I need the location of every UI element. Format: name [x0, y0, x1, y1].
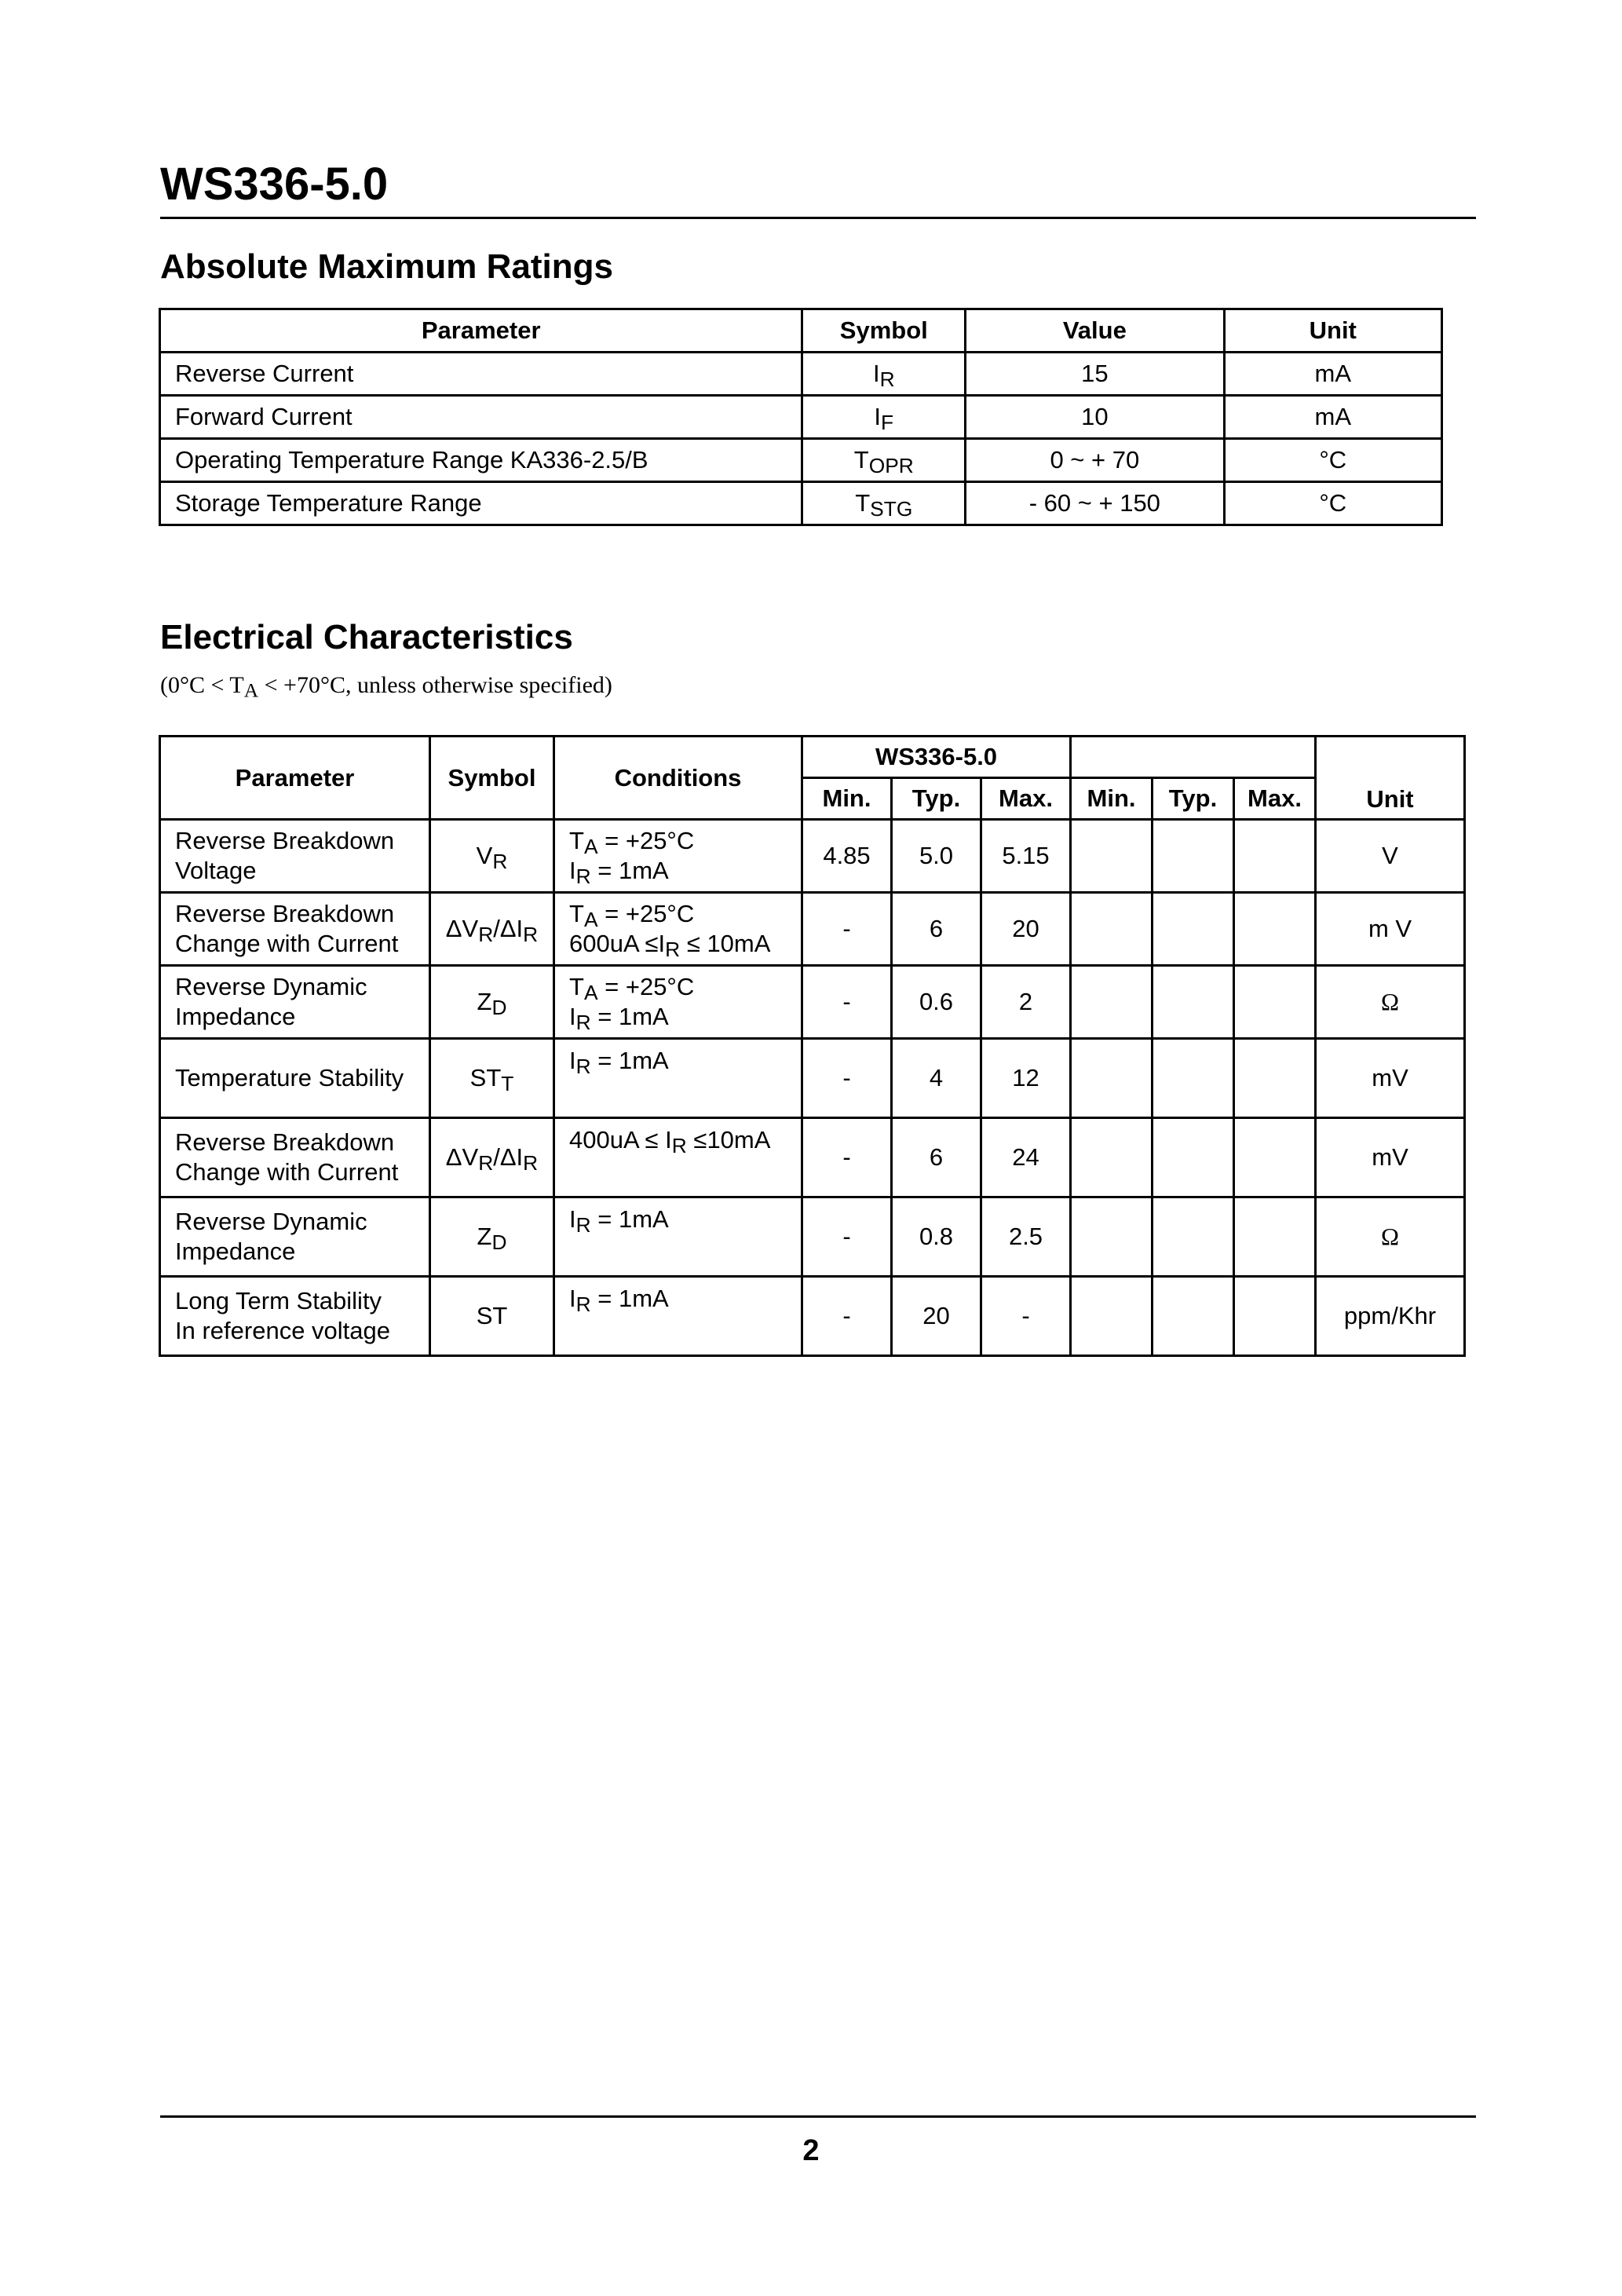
col-header-symbol: Symbol [802, 309, 966, 353]
condition-line-1 [569, 899, 801, 929]
cell-max: 2.5 [981, 1197, 1071, 1277]
cell-symbol [430, 1197, 554, 1277]
symbol-subscript-2: R [523, 922, 539, 946]
cell-max: 2 [981, 966, 1071, 1039]
cell-parameter [160, 1039, 430, 1118]
conditions-note [160, 672, 612, 702]
condition-text: 400uA ≤ I [569, 1126, 672, 1153]
condition-subscript: R [671, 1133, 687, 1157]
parameter-line-1: Reverse Breakdown [175, 1128, 395, 1156]
condition-text: T [569, 973, 584, 1000]
cell-symbol [430, 966, 554, 1039]
cell-value: 10 [966, 396, 1224, 439]
parameter-line-2: Change with Current [175, 1158, 399, 1186]
table-row [160, 893, 1465, 966]
symbol-text: ΔV [445, 915, 479, 942]
cell-typ: 4 [892, 1039, 981, 1118]
parameter-line-1: Reverse Dynamic [175, 1208, 367, 1235]
table-row [160, 1039, 1465, 1118]
cell-conditions [554, 893, 802, 966]
table-row [160, 439, 1442, 482]
footer-divider [160, 2115, 1476, 2118]
cell-max-2 [1234, 1197, 1316, 1277]
cell-min: 4.85 [802, 820, 892, 893]
cell-symbol [802, 482, 966, 525]
condition-text: I [569, 1205, 576, 1233]
cell-typ-2 [1153, 966, 1234, 1039]
parameter-line-2: Change with Current [175, 930, 399, 957]
condition-line-1 [569, 972, 801, 1002]
cell-min: - [802, 893, 892, 966]
parameter-line-2: Impedance [175, 1238, 296, 1265]
cell-max: 24 [981, 1118, 1071, 1197]
condition-line-1 [569, 1284, 801, 1314]
cell-typ: 6 [892, 893, 981, 966]
cell-min-2 [1071, 820, 1153, 893]
symbol-text: ST [469, 1064, 502, 1091]
symbol-subscript: R [879, 367, 895, 391]
cell-conditions [554, 1039, 802, 1118]
parameter-line-1: Reverse Dynamic [175, 973, 367, 1000]
cell-symbol [430, 1277, 554, 1356]
condition-text: I [569, 1285, 576, 1312]
electrical-characteristics-heading: Electrical Characteristics [160, 618, 573, 656]
cell-min: - [802, 1039, 892, 1118]
symbol-text-2: /ΔI [493, 1143, 524, 1171]
condition-text: I [569, 1047, 576, 1074]
table-row [160, 820, 1465, 893]
condition-text-b: = +25°C [597, 973, 695, 1000]
cell-max: - [981, 1277, 1071, 1356]
cell-unit: mA [1224, 353, 1441, 396]
condition-text-b: = 1mA [590, 1285, 669, 1312]
condition-subscript: R [575, 864, 591, 888]
cell-typ: 0.6 [892, 966, 981, 1039]
cell-conditions [554, 1118, 802, 1197]
cell-typ-2 [1153, 1039, 1234, 1118]
cell-unit: mV [1316, 1118, 1465, 1197]
condition-subscript: R [575, 1010, 591, 1034]
parameter-line-1: Reverse Breakdown [175, 900, 395, 927]
condition-line-1 [569, 1046, 801, 1076]
condition-subscript: R [575, 1292, 591, 1316]
cell-max-2 [1234, 966, 1316, 1039]
cell-conditions [554, 1277, 802, 1356]
cell-max-2 [1234, 820, 1316, 893]
electrical-characteristics-table [159, 735, 1466, 1357]
symbol-subscript: T [501, 1071, 514, 1095]
cell-symbol [430, 1039, 554, 1118]
cell-conditions [554, 1197, 802, 1277]
symbol-text-2: /ΔI [493, 915, 524, 942]
symbol-subscript: F [881, 410, 894, 434]
col-header-min-2: Min. [1071, 778, 1153, 820]
cell-min-2 [1071, 966, 1153, 1039]
title-divider [160, 217, 1476, 219]
note-text-a: (0°C < T [160, 672, 244, 698]
cell-parameter: Storage Temperature Range [160, 482, 802, 525]
symbol-text: T [853, 446, 869, 473]
cell-unit: ppm/Khr [1316, 1277, 1465, 1356]
cell-typ-2 [1153, 820, 1234, 893]
cell-typ-2 [1153, 1197, 1234, 1277]
symbol-text: I [874, 403, 882, 430]
parameter-line-2: Impedance [175, 1003, 296, 1030]
condition-text: T [569, 900, 584, 927]
symbol-subscript: R [492, 849, 508, 873]
cell-parameter: Operating Temperature Range KA336-2.5/B [160, 439, 802, 482]
cell-parameter [160, 1277, 430, 1356]
col-header-typ-2: Typ. [1153, 778, 1234, 820]
condition-subscript: R [575, 1054, 591, 1078]
cell-unit: Ω [1316, 1197, 1465, 1277]
cell-symbol [802, 353, 966, 396]
parameter-line-2: Voltage [175, 857, 257, 884]
cell-symbol [430, 893, 554, 966]
symbol-text: V [476, 842, 493, 869]
condition-line-2 [569, 1002, 801, 1032]
cell-unit: Ω [1316, 966, 1465, 1039]
condition-text-b: ≤ 10mA [680, 930, 771, 957]
cell-max-2 [1234, 1277, 1316, 1356]
cell-symbol [802, 439, 966, 482]
symbol-subscript: D [491, 1230, 507, 1254]
cell-typ-2 [1153, 1118, 1234, 1197]
cell-parameter [160, 893, 430, 966]
col-header-symbol: Symbol [430, 737, 554, 820]
cell-unit: mA [1224, 396, 1441, 439]
col-header-min: Min. [802, 778, 892, 820]
condition-text-b: = +25°C [597, 827, 695, 854]
col-header-max: Max. [981, 778, 1071, 820]
condition-text: 600uA ≤I [569, 930, 666, 957]
parameter-line-1: Reverse Breakdown [175, 827, 395, 854]
cell-value: 0 ~ + 70 [966, 439, 1224, 482]
col-header-value: Value [966, 309, 1224, 353]
cell-typ-2 [1153, 1277, 1234, 1356]
condition-line-1 [569, 1125, 801, 1155]
cell-max: 20 [981, 893, 1071, 966]
cell-value: 15 [966, 353, 1224, 396]
col-header-max-2: Max. [1234, 778, 1316, 820]
table-row [160, 1277, 1465, 1356]
cell-symbol [430, 820, 554, 893]
cell-min-2 [1071, 1197, 1153, 1277]
condition-text-b: = 1mA [590, 1205, 669, 1233]
symbol-text: Z [477, 1223, 492, 1250]
cell-typ: 6 [892, 1118, 981, 1197]
col-header-unit: Unit [1316, 737, 1465, 820]
cell-parameter [160, 1197, 430, 1277]
table-row [160, 396, 1442, 439]
cell-min-2 [1071, 1118, 1153, 1197]
symbol-text: ΔV [445, 1143, 479, 1171]
cell-typ-2 [1153, 893, 1234, 966]
condition-text: I [569, 857, 576, 884]
condition-subscript: R [575, 1212, 591, 1237]
condition-text-b: = +25°C [597, 900, 695, 927]
cell-parameter: Reverse Current [160, 353, 802, 396]
condition-line-1 [569, 826, 801, 856]
cell-value: - 60 ~ + 150 [966, 482, 1224, 525]
cell-unit: °C [1224, 482, 1441, 525]
col-header-parameter: Parameter [160, 737, 430, 820]
cell-typ: 0.8 [892, 1197, 981, 1277]
cell-symbol [430, 1118, 554, 1197]
table-row [160, 966, 1465, 1039]
cell-parameter [160, 1118, 430, 1197]
col-header-conditions: Conditions [554, 737, 802, 820]
condition-subscript: A [583, 907, 598, 931]
cell-typ: 5.0 [892, 820, 981, 893]
col-header-group-empty [1071, 737, 1316, 778]
note-subscript: A [243, 678, 259, 702]
condition-subscript: A [583, 834, 598, 858]
cell-parameter [160, 820, 430, 893]
symbol-subscript-2: R [523, 1150, 539, 1175]
symbol-text: T [855, 489, 871, 517]
col-header-group-ws336: WS336-5.0 [802, 737, 1071, 778]
cell-max: 12 [981, 1039, 1071, 1118]
condition-text: T [569, 827, 584, 854]
table-header-row-1 [160, 737, 1465, 778]
cell-min-2 [1071, 893, 1153, 966]
table-row [160, 482, 1442, 525]
cell-conditions [554, 820, 802, 893]
symbol-text: I [872, 360, 880, 387]
symbol-text: Z [477, 988, 492, 1015]
condition-line-2 [569, 929, 801, 959]
absolute-maximum-ratings-table [159, 308, 1443, 526]
abs-max-heading: Absolute Maximum Ratings [160, 247, 613, 286]
cell-typ: 20 [892, 1277, 981, 1356]
col-header-unit: Unit [1224, 309, 1441, 353]
symbol-subscript: R [478, 1150, 494, 1175]
table-header-row [160, 309, 1442, 353]
cell-max-2 [1234, 1118, 1316, 1197]
symbol-subscript: OPR [868, 453, 914, 477]
condition-subscript: R [665, 937, 681, 961]
cell-min: - [802, 966, 892, 1039]
cell-parameter: Forward Current [160, 396, 802, 439]
cell-max-2 [1234, 1039, 1316, 1118]
cell-min: - [802, 1197, 892, 1277]
col-header-typ: Typ. [892, 778, 981, 820]
parameter-line-1: Long Term Stability [175, 1287, 382, 1314]
condition-text-b: ≤10mA [686, 1126, 771, 1153]
symbol-subscript: R [478, 922, 494, 946]
cell-max-2 [1234, 893, 1316, 966]
condition-text: I [569, 1003, 576, 1030]
table-row [160, 1197, 1465, 1277]
table-row [160, 353, 1442, 396]
cell-unit: °C [1224, 439, 1441, 482]
col-header-parameter: Parameter [160, 309, 802, 353]
condition-line-1 [569, 1205, 801, 1237]
page-number: 2 [802, 2134, 820, 2167]
symbol-text: ST [476, 1302, 508, 1329]
cell-min: - [802, 1277, 892, 1356]
cell-min: - [802, 1118, 892, 1197]
symbol-subscript: STG [870, 496, 913, 521]
cell-parameter [160, 966, 430, 1039]
parameter-line-1: Temperature Stability [175, 1064, 404, 1091]
condition-text-b: = 1mA [590, 857, 669, 884]
cell-conditions [554, 966, 802, 1039]
cell-min-2 [1071, 1039, 1153, 1118]
cell-unit: mV [1316, 1039, 1465, 1118]
condition-text-b: = 1mA [590, 1047, 669, 1074]
cell-unit: V [1316, 820, 1465, 893]
note-text-b: < +70°C, unless otherwise specified) [258, 672, 612, 698]
symbol-subscript: D [491, 995, 507, 1019]
condition-text-b: = 1mA [590, 1003, 669, 1030]
cell-min-2 [1071, 1277, 1153, 1356]
cell-unit: m V [1316, 893, 1465, 966]
condition-line-2 [569, 856, 801, 886]
cell-max: 5.15 [981, 820, 1071, 893]
table-row [160, 1118, 1465, 1197]
cell-symbol [802, 396, 966, 439]
document-title: WS336-5.0 [160, 159, 389, 210]
condition-subscript: A [583, 980, 598, 1004]
parameter-line-2: In reference voltage [175, 1317, 391, 1344]
